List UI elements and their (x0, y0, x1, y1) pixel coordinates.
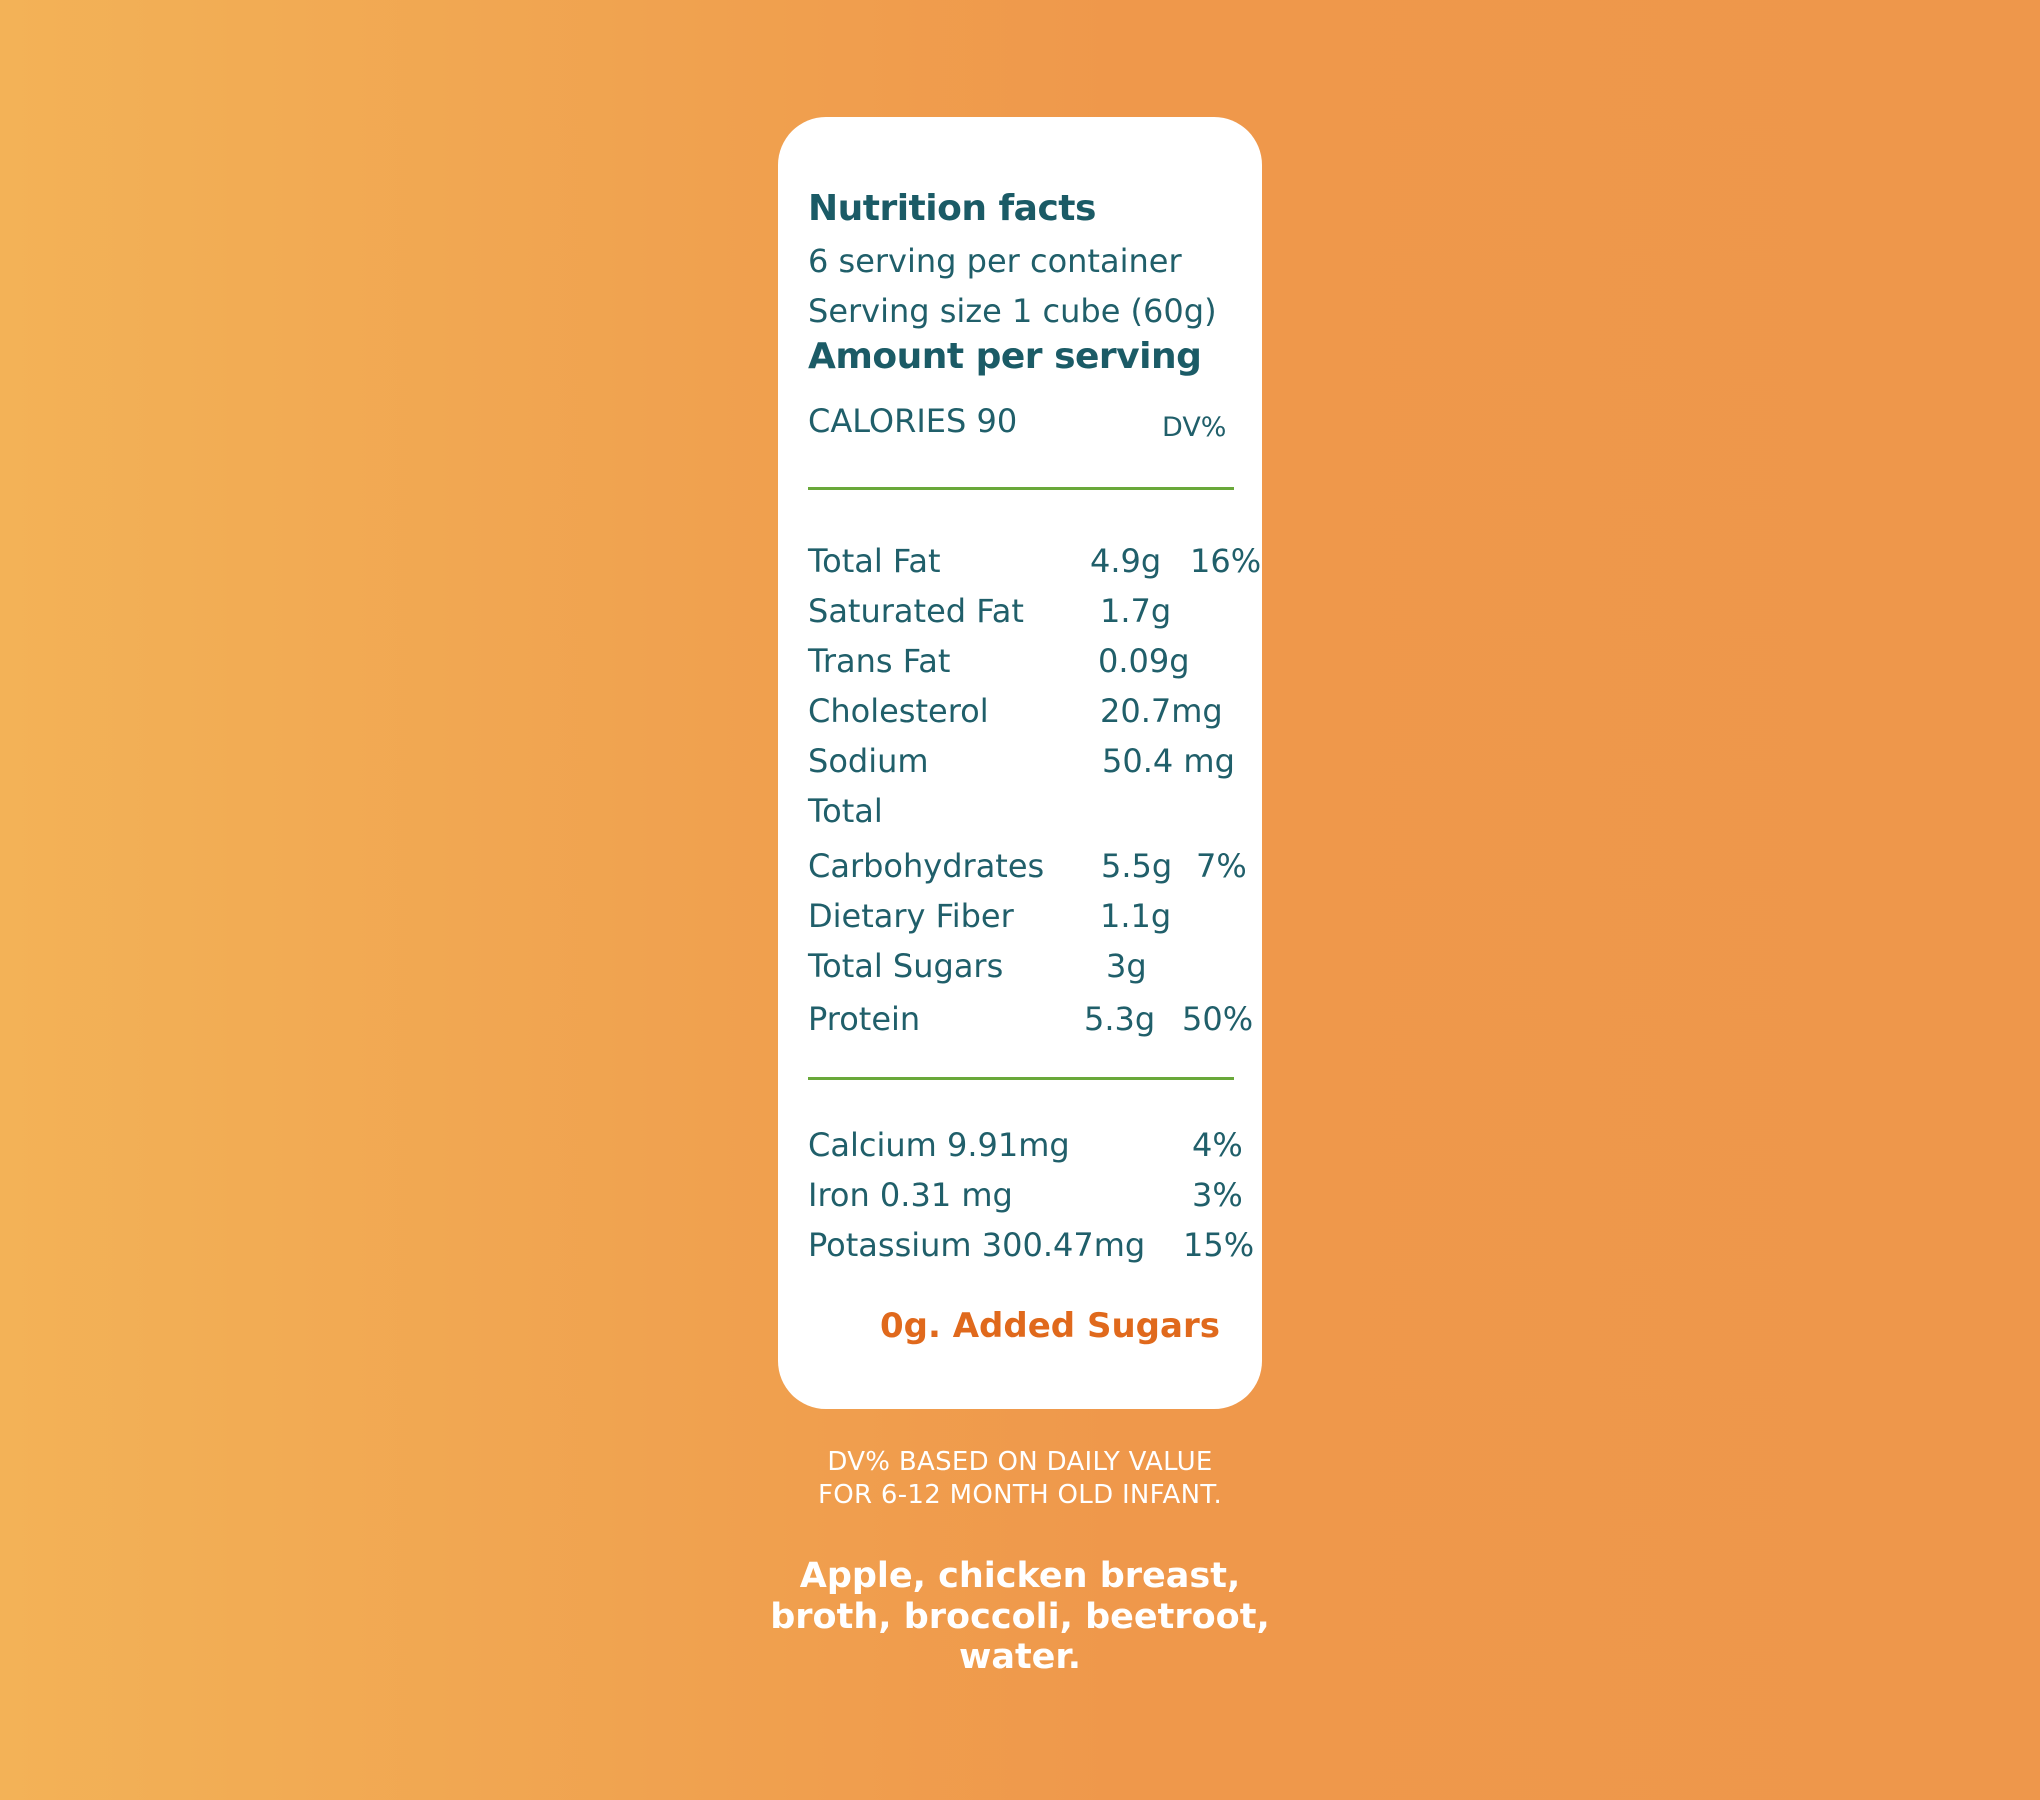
nutrient-amount: 1.7g (1100, 592, 1172, 630)
mineral-name: Potassium 300.47mg (808, 1226, 1146, 1264)
nutrient-amount: 0.09g (1098, 642, 1190, 680)
nutrient-name: Cholesterol (808, 692, 989, 730)
serving-size: Serving size 1 cube (60g) (808, 292, 1217, 330)
nutrient-dv: 50% (1182, 1000, 1254, 1038)
nutrient-name: Protein (808, 1000, 921, 1038)
ingredients-line: Apple, chicken breast, (799, 1556, 1241, 1596)
footnote-line: FOR 6-12 MONTH OLD INFANT. (817, 1480, 1223, 1511)
nutrient-name: Carbohydrates (808, 847, 1045, 885)
ingredients-line: water. (959, 1637, 1081, 1678)
ingredients-line: broth, broccoli, beetroot, (770, 1596, 1270, 1637)
nutrient-name: Total Sugars (808, 947, 1004, 985)
nutrient-amount: 20.7mg (1100, 692, 1223, 730)
mineral-name: Calcium 9.91mg (808, 1126, 1070, 1164)
dv-footnote (770, 1446, 1270, 1513)
nutrient-amount: 5.3g (1084, 1000, 1156, 1038)
added-sugars-note: 0g. Added Sugars (880, 1306, 1220, 1346)
divider-top (808, 487, 1234, 490)
calories: CALORIES 90 (808, 402, 1018, 440)
nutrient-dv: 16% (1190, 542, 1262, 580)
nutrient-amount: 5.5g (1101, 847, 1173, 885)
nutrient-name: Dietary Fiber (808, 897, 1014, 935)
nutrient-name: Total (808, 792, 883, 830)
dv-column-header: DV% (1162, 412, 1227, 443)
mineral-dv: 15% (1183, 1226, 1255, 1264)
amount-per-serving-heading: Amount per serving (808, 336, 1202, 377)
mineral-dv: 3% (1192, 1176, 1243, 1214)
footnote-line: DV% BASED ON DAILY VALUE (827, 1447, 1213, 1477)
mineral-dv: 4% (1192, 1126, 1243, 1164)
nutrient-amount: 1.1g (1100, 897, 1172, 935)
nutrient-name: Trans Fat (808, 642, 951, 680)
label-title: Nutrition facts (808, 188, 1096, 229)
nutrition-label-card (778, 117, 1262, 1409)
ingredients-list (760, 1556, 1280, 1678)
servings-per-container: 6 serving per container (808, 242, 1182, 280)
divider-bottom (808, 1077, 1234, 1080)
nutrient-dv: 7% (1196, 847, 1247, 885)
nutrient-amount: 4.9g (1090, 542, 1162, 580)
nutrient-amount: 3g (1106, 947, 1147, 985)
nutrient-name: Sodium (808, 742, 929, 780)
nutrient-amount: 50.4 mg (1102, 742, 1235, 780)
nutrient-name: Saturated Fat (808, 592, 1024, 630)
mineral-name: Iron 0.31 mg (808, 1176, 1013, 1214)
nutrient-name: Total Fat (808, 542, 941, 580)
